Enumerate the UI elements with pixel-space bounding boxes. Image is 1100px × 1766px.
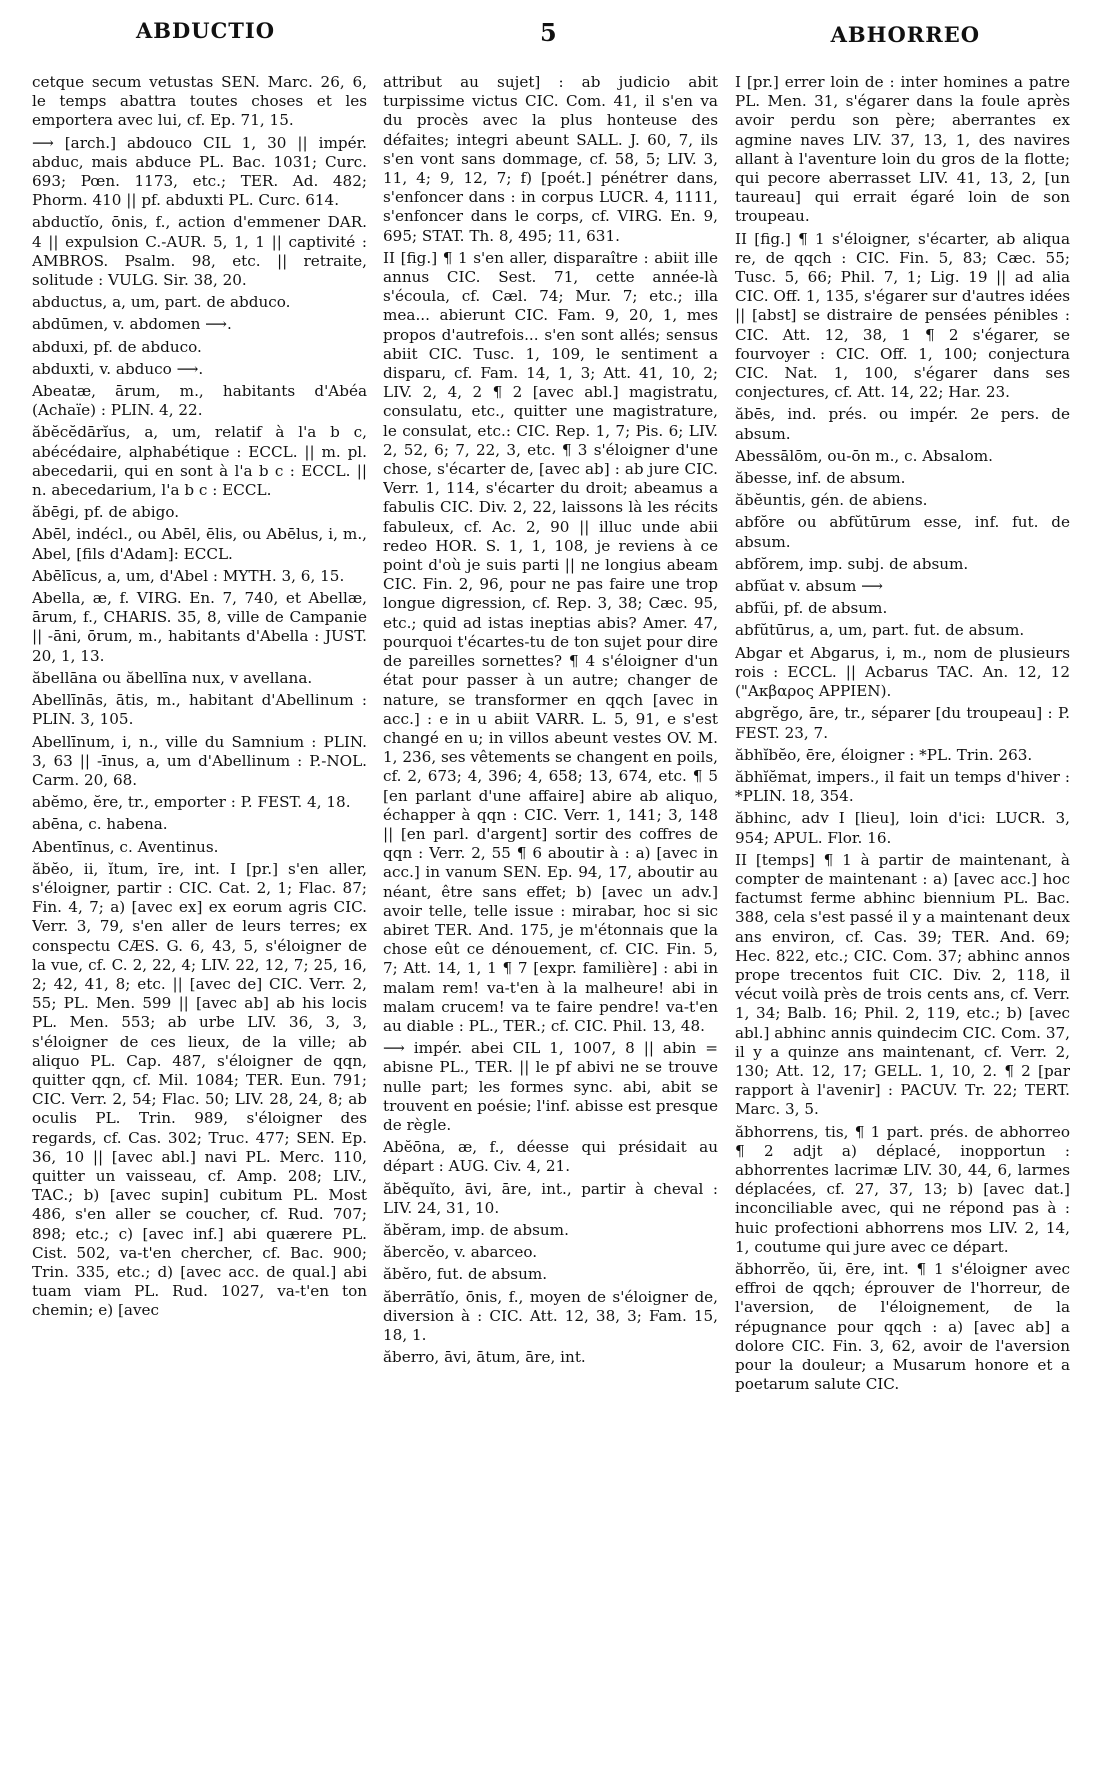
dictionary-entry: abfŭat v. absum ⟶ [735,577,883,596]
dictionary-entry: Abēlīcus, a, um, d'Abel : MYTH. 3, 6, 15. [32,566,345,585]
dictionary-entry: Abella, æ, f. VIRG. En. 7, 740, et Abellæ, ārum, f., CHARIS. 35, 8, ville de Campanie || -āni, ōrum, m., habitants d'Abella : JUST. 20, 1, 13. [32,589,367,665]
dictionary-entry: abfŭtūrus, a, um, part. fut. de absum. [735,621,1025,640]
dictionary-entry: II [fig.] ¶ 1 s'en aller, disparaître : abiit ille annus CIC. Sest. 71, cette année-là s'écoula, cf. Cæl. 74; Mur. 7; etc.; illa mea... abierunt CIC. Fam. 9, 20, 1, mes propos d'autrefois... s'en sont allés; sensus abiit CIC. Tusc. 1, 109, le sentiment a disparu, cf. Fam. 14, 1, 3; Att. 41, 10, 2; LIV. 2, 4, 2 ¶ 2 [avec abl.] magistratu, consulatu, etc., quitter une magistrature, le consulat, etc.: CIC. Rep. 1, 7; Pis. 6; LIV. 2, 52, 6; 7, 22, 3, etc. ¶ 3 s'éloigner d'une chose, s'écarter de, [avec ab] : ab jure CIC. Verr. 1, 114, s'écarter du droit; abeamus a fabulis CIC. Div. 2, 22, laissons là les récits fabuleux, cf. Ac. 2, 90 || illuc unde abii redeo HOR. S. 1, 1, 108, je reviens à ce point d'où je suis parti || ne longius abeam CIC. Fin. 2, 96, pour ne pas faire une trop longue digression, cf. Rep. 3, 38; Cæc. 95, etc.; quid ad istas ineptias abis? Amer. 47, pourquoi t'écartes-tu de ton sujet pour dire de pareilles sornettes? ¶ 4 s'éloigner d'un état pour passer à un autre; changer de nature, se transformer en qqch [avec in acc.] : e in u abiit VARR. L. 5, 91, e s'est changé en u; in villos abeunt vestes OV. M. 1, 236, ses vêtements se changent en poils, cf. 2, 673; 4, 396; 4, 658; 13, 674, etc. ¶ 5 [en parlant d'une affaire] abire ab aliquo, échapper à qqn : CIC. Verr. 1, 141; 3, 148 || [en parl. d'argent] sortir des coffres de qqn : Verr. 2, 55 ¶ 6 aboutir à : a) [avec in acc.] in vanum SEN. Ep. 94, 17, aboutir au néant, être sans effet; b) [avec un adv.] avoir telle, telle issue : mirabar, hoc si sic abiret TER. And. 175, je m'étonnais que la chose eût ce dénouement, cf. CIC. Fin. 5, 7; Att. 14, 1, 1 ¶ 7 [expr. familière] : abi in malam rem! va-t'en à la malheure! abi in malam crucem! va te faire pendre! va-t'en au diable : PL., TER.; cf. CIC. Phil. 13, 48. [383,248,718,1035]
dictionary-entry: ăbĕro, fut. de absum. [383,1265,548,1284]
dictionary-entry: ăbhinc, adv I [lieu], loin d'ici: LUCR. 3, 954; APUL. Flor. 16. [735,809,1070,847]
dictionary-entry: Abĕōna, æ, f., déesse qui présidait au départ : AUG. Civ. 4, 21. [383,1138,718,1176]
dictionary-entry: ăbercĕo, v. abarceo. [383,1243,538,1262]
dictionary-entry: ăbēs, ind. prés. ou impér. 2e pers. de absum. [735,405,1070,443]
dictionary-entry: abĕmo, ĕre, tr., emporter : P. FEST. 4, 18. [32,793,351,812]
dictionary-entry: ăbĕo, ii, ĭtum, īre, int. I [pr.] s'en aller, s'éloigner, partir : CIC. Cat. 2, 1; Flac. 87; Fin. 4, 7; a) [avec ex] ex eorum agris CIC. Verr. 3, 79, s'en aller de leurs terres; ex conspectu CÆS. G. 6, 43, 5, s'éloigner de la vue, cf. C. 2, 22, 4; LIV. 22, 12, 7; 25, 16, 2; 42, 41, 8; etc. || [avec de] CIC. Verr. 2, 55; PL. Men. 599 || [avec ab] ab his locis PL. Men. 553; ab urbe LIV. 36, 3, 3, s'éloigner de ces lieux, de la ville; ab aliquo PL. Cap. 487, s'éloigner de qqn, quitter qqn, cf. Mil. 1084; TER. Eun. 791; CIC. Verr. 2, 54; Flac. 50; LIV. 28, 24, 8; ab oculis PL. Trin. 989, s'éloigner des regards, cf. Cas. 302; Truc. 477; SEN. Ep. 36, 10 || [avec abl.] navi PL. Merc. 110, quitter un vaisseau, cf. Amp. 208; LIV., TAC.; b) [avec supin] cubitum PL. Most 486, s'en aller se coucher, cf. Rud. 707; 898; etc.; c) [avec inf.] abi quærere PL. Cist. 502, va-t'en chercher, cf. Bac. 900; Trin. 335, etc.; d) [avec acc. de qual.] abi tuam viam PL. Rud. 1027, va-t'en ton chemin; e) [avec [32,859,367,1320]
column-1 [32,70,367,1760]
dictionary-entry: abfŏre ou abfŭtūrum esse, inf. fut. de absum. [735,513,1070,551]
dictionary-entry: abfŏrem, imp. subj. de absum. [735,554,969,573]
dictionary-entry: cetque secum vetustas SEN. Marc. 26, 6, le temps abattra toutes choses et les emportera avec lui, cf. Ep. 71, 15. [32,73,367,130]
dictionary-entry: abduxti, v. abduco ⟶. [32,359,204,378]
dictionary-entry: ăbhĭĕmat, impers., il fait un temps d'hiver : *PLIN. 18, 354. [735,767,1070,806]
dictionary-entry: ăbhorrĕo, ŭi, ēre, int. ¶ 1 s'éloigner avec effroi de qqch; éprouver de l'horreur, de l'aversion, de l'éloignement, de la répugnance pour qqch : a) [avec ab] a dolore CIC. Fin. 3, 62, avoir de l'aversion pour la douleur; a Musarum honore et a poetarum salute CIC. [735,1259,1070,1394]
dictionary-entry: attribut au sujet] : ab judicio abit turpissime victus CIC. Com. 41, il s'en va du procès avec la plus honteuse des défaites; integri abeunt SALL. J. 60, 7, ils s'en vont sans dommage, cf. 58, 5; LIV. 3, 11, 4; 9, 12, 7; f) [poét.] pénétrer dans, s'enfoncer dans : in corpus LUCR. 4, 1111, s'enfoncer dans le corps, cf. VIRG. En. 9, 695; STAT. Th. 8, 495; 11, 631. [383,73,718,245]
dictionary-entry: ăberrātĭo, ōnis, f., moyen de s'éloigner de, diversion à : CIC. Att. 12, 38, 3; Fam. 15, 18, 1. [383,1287,718,1344]
dictionary-entry: abduxi, pf. de abduco. [32,337,202,356]
dictionary-entry: ⟶ [arch.] abdouco CIL 1, 30 || impér. abduc, mais abduce PL. Bac. 1031; Curc. 693; Pœn. 1173, etc.; TER. Ad. 482; Phorm. 410 || pf. abduxti PL. Curc. 614. [32,133,367,210]
dictionary-entry: abdūmen, v. abdomen ⟶. [32,315,232,334]
dictionary-entry: ăbĕuntis, gén. de abiens. [735,491,928,510]
dictionary-entry: abductĭo, ōnis, f., action d'emmener DAR. 4 || expulsion C.-AUR. 5, 1, 1 || captivité : AMBROS. Psalm. 98, etc. || retraite, solitude : VULG. Sir. 38, 20. [32,213,367,290]
dictionary-entry: Abessālōm, ou-ōn m., c. Absalom. [735,446,994,465]
column-3 [735,70,1070,1760]
dictionary-entry: ăbesse, inf. de absum. [735,469,906,488]
running-head-left: ABDUCTIO [136,18,276,43]
dictionary-entry: ăbellāna ou ăbellīna nux, v avellana. [32,668,313,687]
dictionary-entry: ⟶ impér. abei CIL 1, 1007, 8 || abin = abisne PL., TER. || le pf abivi ne se trouve nulle part; les formes sync. abi, abit se trouvent en poésie; l'inf. abisse est presque de règle. [383,1039,718,1134]
column-2 [383,70,718,1760]
dictionary-entry: Abellīnās, ātis, m., habitant d'Abellinum : PLIN. 3, 105. [32,691,367,729]
dictionary-entry: Abeatæ, ārum, m., habitants d'Abéa (Achaïe) : PLIN. 4, 22. [32,382,367,420]
page-number: 5 [540,18,557,47]
dictionary-entry: Abellīnum, i, n., ville du Samnium : PLIN. 3, 63 || -īnus, a, um d'Abellinum : P.-NOL. Carm. 20, 68. [32,732,367,789]
dictionary-entry: abēna, c. habena. [32,815,168,834]
dictionary-entry: Abēl, indécl., ou Abēl, ēlis, ou Abēlus, i, m., Abel, [fils d'Adam]: ECCL. [32,525,367,563]
dictionary-entry: ăbĕquĭto, āvi, āre, int., partir à cheval : LIV. 24, 31, 10. [383,1179,718,1217]
dictionary-entry: ăbĕram, imp. de absum. [383,1220,569,1239]
dictionary-entry: abductus, a, um, part. de abduco. [32,293,291,312]
dictionary-entry: abgrĕgo, āre, tr., séparer [du troupeau] : P. FEST. 23, 7. [735,704,1070,742]
page-header [0,0,1100,70]
dictionary-entry: I [pr.] errer loin de : inter homines a patre PL. Men. 31, s'égarer dans la foule après avoir perdu son père; aberrantes ex agmine naves LIV. 37, 13, 1, des navires allant à l'aventure loin du gros de la flotte; qui pecore aberrasset LIV. 41, 13, 2, [un taureau] qui errait égaré loin de son troupeau. [735,73,1070,226]
dictionary-entry: II [fig.] ¶ 1 s'éloigner, s'écarter, ab aliqua re, de qqch : CIC. Fin. 5, 83; Cæc. 55; Tusc. 5, 66; Phil. 7, 1; Lig. 19 || ad alia CIC. Off. 1, 135, s'égarer sur d'autres idées || [abst] se distraire de pensées pénibles : CIC. Att. 12, 38, 1 ¶ 2 s'égarer, se fourvoyer : CIC. Off. 1, 100; conjectura CIC. Nat. 1, 100, s'égarer dans ses conjectures, cf. Att. 14, 22; Har. 23. [735,229,1070,402]
dictionary-entry: abfŭi, pf. de absum. [735,599,888,618]
dictionary-entry: ăberro, āvi, ātum, āre, int. [383,1348,586,1367]
dictionary-entry: ăbhĭbĕo, ēre, éloigner : *PL. Trin. 263. [735,745,1033,764]
dictionary-entry: Abentīnus, c. Aventinus. [32,837,219,856]
dictionary-entry: ăbhorrens, tis, ¶ 1 part. prés. de abhorreo ¶ 2 adjt a) déplacé, inopportun : abhorrentes lacrimæ LIV. 30, 44, 6, larmes déplacées, cf. 27, 37, 13; b) [avec dat.] inconciliable avec, qui ne répond pas à : huic profectioni abhorrens mos LIV. 2, 14, 1, coutume qui jure avec ce départ. [735,1122,1070,1256]
dictionary-entry: II [temps] ¶ 1 à partir de maintenant, à compter de maintenant : a) [avec acc.] hoc factumst ferme abhinc biennium PL. Bac. 388, cela s'est passé il y a maintenant deux ans environ, cf. Cas. 39; TER. And. 69; Hec. 822, etc.; CIC. Com. 37; abhinc annos prope trecentos fuit CIC. Div. 2, 118, il vécut voilà près de trois cents ans, cf. Verr. 1, 34; Balb. 16; Phil. 2, 119, etc.; b) [avec abl.] abhinc annis quindecim CIC. Com. 37, il y a quinze ans maintenant, cf. Verr. 2, 130; Att. 12, 17; GELL. 1, 10, 2. ¶ 2 [par rapport à l'avenir] : PACUV. Tr. 22; TERT. Marc. 3, 5. [735,850,1070,1119]
running-head-right: ABHORREO [830,22,980,47]
dictionary-entry: Abgar et Abgarus, i, m., nom de plusieurs rois : ECCL. || Acbarus TAC. An. 12, 12 ("Ακβαρος APPIEN). [735,643,1070,701]
dictionary-entry: ăbĕcĕdārĭus, a, um, relatif à l'a b c, abécédaire, alphabétique : ECCL. || m. pl. abecedarii, qui en sont à l'a b c : ECCL. || n. abecedarium, l'a b c : ECCL. [32,423,367,500]
dictionary-entry: ăbēgi, pf. de abigo. [32,503,180,522]
